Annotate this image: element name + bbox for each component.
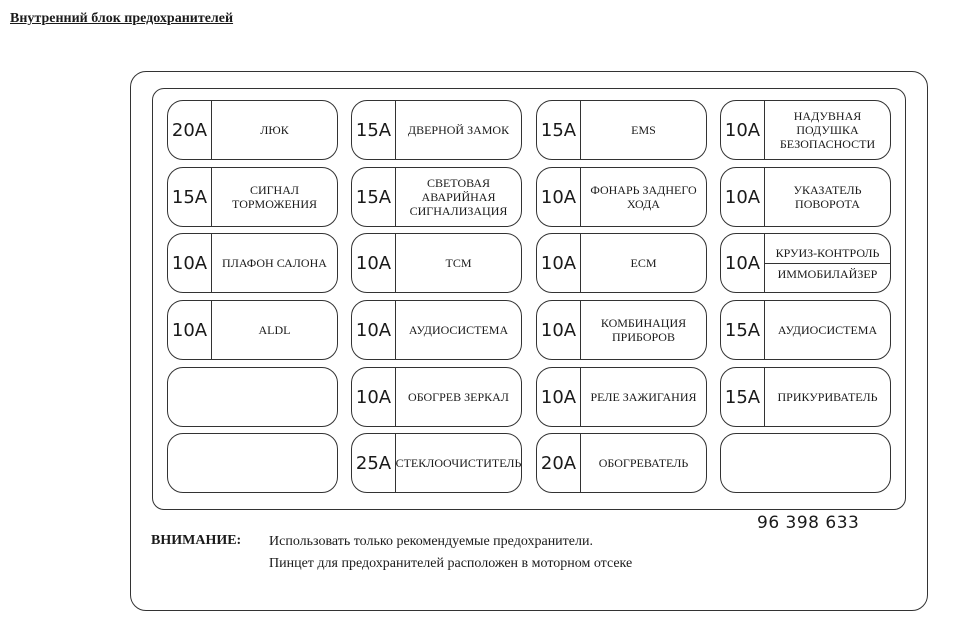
fuse-amperage: 15A	[721, 368, 765, 426]
fuse-slot	[351, 433, 522, 493]
fuse-label: ФОНАРЬ ЗАДНЕГО ХОДА	[590, 183, 697, 211]
fuse-slot	[536, 367, 707, 427]
fuse-amperage: 10A	[168, 301, 212, 359]
part-number: 96 398 633	[757, 513, 860, 533]
fuse-slot	[167, 300, 338, 360]
fuse-amperage: 10A	[721, 168, 765, 226]
fuse-label: РЕЛЕ ЗАЖИГАНИЯ	[590, 390, 697, 404]
fuse-amperage: 10A	[537, 368, 581, 426]
fuse-amperage: 10A	[537, 301, 581, 359]
warning-text-line1: Использовать только рекомендуемые предохранители.	[269, 534, 593, 549]
fuse-label: ECM	[630, 256, 657, 270]
fuse-amperage: 25A	[352, 434, 396, 492]
fuse-slot	[720, 367, 891, 427]
fuse-amperage: 15A	[537, 101, 581, 159]
fuse-slot	[536, 233, 707, 293]
fuse-amperage: 10A	[537, 168, 581, 226]
fuse-label: ПЛАФОН САЛОНА	[222, 256, 327, 270]
fuse-amperage: 10A	[168, 234, 212, 292]
fuse-slot	[720, 233, 891, 293]
fuse-slot	[720, 100, 891, 160]
fuse-slot	[536, 433, 707, 493]
fuse-amperage: 15A	[352, 101, 396, 159]
fuse-amperage: 15A	[721, 301, 765, 359]
page-title: Внутренний блок предохранителей	[10, 11, 234, 26]
fuse-slot-empty	[167, 367, 338, 427]
fuse-amperage: 10A	[537, 234, 581, 292]
fuse-label: ОБОГРЕВАТЕЛЬ	[598, 456, 689, 470]
fuse-label: TCM	[445, 256, 472, 270]
fuse-slot	[536, 300, 707, 360]
fuse-label-bottom: ИММОБИЛАЙЗЕР	[765, 263, 891, 281]
fuse-label: АУДИОСИСТЕМА	[777, 323, 878, 337]
fuse-slot-empty	[167, 433, 338, 493]
fuse-slot	[720, 167, 891, 227]
fuse-slot	[351, 167, 522, 227]
fuse-slot	[351, 233, 522, 293]
fuse-label: ALDL	[258, 323, 291, 337]
fuse-slot	[351, 100, 522, 160]
fuse-slot	[351, 367, 522, 427]
fuse-label-top: КРУИЗ-КОНТРОЛЬ	[775, 245, 880, 260]
fuse-slot	[720, 300, 891, 360]
fuse-slot	[351, 300, 522, 360]
fuse-label: ОБОГРЕВ ЗЕРКАЛ	[408, 390, 509, 404]
fuse-amperage: 15A	[168, 168, 212, 226]
fuse-label: СИГНАЛ ТОРМОЖЕНИЯ	[232, 183, 317, 211]
fuse-label: ЛЮК	[260, 123, 289, 137]
fuse-amperage: 10A	[352, 234, 396, 292]
fuse-label: EMS	[631, 123, 656, 137]
fuse-slot	[167, 233, 338, 293]
fuse-slot-empty	[720, 433, 891, 493]
fuse-label: НАДУВНАЯ ПОДУШКА БЕЗОПАСНОСТИ	[779, 109, 876, 151]
warning-label: ВНИМАНИЕ:	[151, 533, 242, 548]
fuse-amperage: 10A	[352, 301, 396, 359]
fuse-amperage: 10A	[352, 368, 396, 426]
fuse-label: ПРИКУРИВАТЕЛЬ	[777, 390, 878, 404]
fuse-label: КОМБИНАЦИЯ ПРИБОРОВ	[600, 316, 687, 344]
fuse-amperage: 10A	[721, 234, 765, 292]
fuse-amperage: 15A	[352, 168, 396, 226]
fuse-amperage: 10A	[721, 101, 765, 159]
fuse-label-split	[765, 234, 890, 292]
fuse-label: УКАЗАТЕЛЬ ПОВОРОТА	[793, 183, 862, 211]
fuse-slot	[536, 100, 707, 160]
fuse-amperage: 20A	[537, 434, 581, 492]
fuse-label: СТЕКЛООЧИСТИТЕЛЬ	[395, 456, 522, 470]
fuse-label: АУДИОСИСТЕМА	[408, 323, 509, 337]
fuse-label: ДВЕРНОЙ ЗАМОК	[407, 123, 510, 137]
fuse-slot	[167, 100, 338, 160]
fuse-label: СВЕТОВАЯ АВАРИЙНАЯ СИГНАЛИЗАЦИЯ	[409, 176, 508, 218]
fuse-slot	[536, 167, 707, 227]
fuse-amperage: 20A	[168, 101, 212, 159]
fuse-slot	[167, 167, 338, 227]
warning-text-line2: Пинцет для предохранителей расположен в моторном отсеке	[269, 556, 633, 571]
